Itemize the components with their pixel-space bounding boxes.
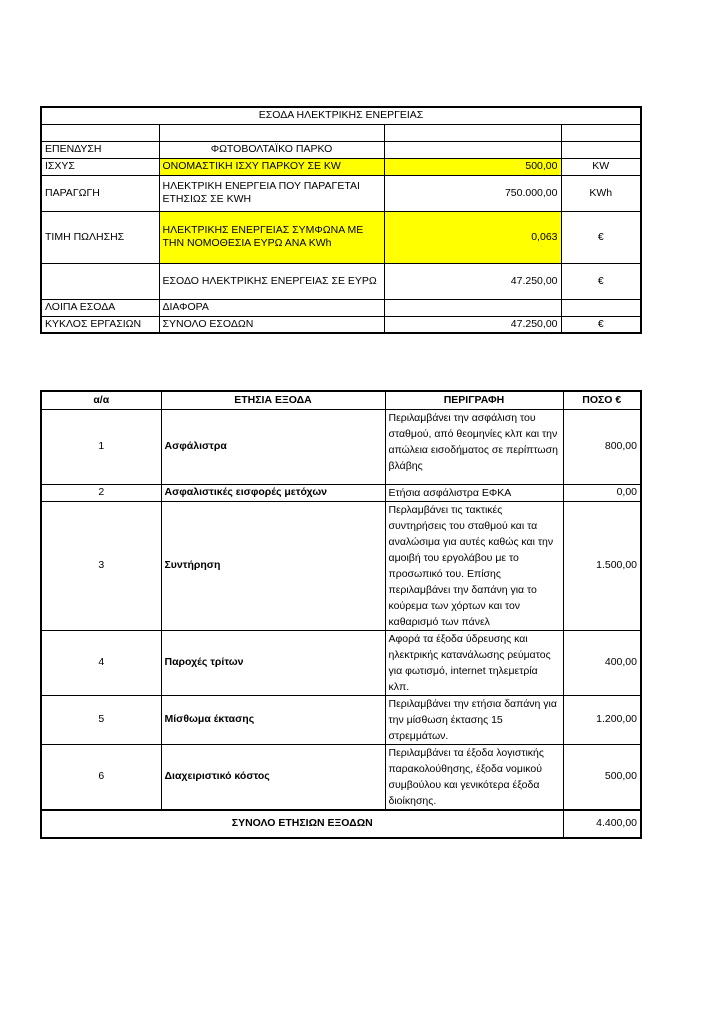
expense-name: Ασφαλιστικές εισφορές μετόχων xyxy=(161,484,385,501)
income-row-description: ΟΝΟΜΑΣΤΙΚΗ ΙΣΧΥ ΠΑΡΚΟΥ ΣΕ KW xyxy=(159,158,384,175)
expense-description: Περιλαμβάνει την ασφάλιση του σταθμού, από θεομηνίες κλπ και την απώλεια εισοδήματος σε περίπτωση βλάβης xyxy=(385,409,563,484)
income-row xyxy=(41,211,641,263)
income-row-unit: € xyxy=(561,263,641,299)
expense-row xyxy=(41,744,641,810)
income-row xyxy=(41,141,641,158)
income-row-description: ΔΙΑΦΟΡΑ xyxy=(159,299,384,316)
income-row xyxy=(41,263,641,299)
income-row-label: ΕΠΕΝΔΥΣΗ xyxy=(41,141,159,158)
income-row xyxy=(41,299,641,316)
income-row-value: 500,00 xyxy=(384,158,561,175)
empty-cell xyxy=(159,124,384,141)
income-row xyxy=(41,158,641,175)
income-row-description: ΣΥΝΟΛΟ ΕΣΟΔΩΝ xyxy=(159,316,384,333)
expense-row xyxy=(41,695,641,744)
income-row-description: ΗΛΕΚΤΡΙΚΗ ΕΝΕΡΓΕΙΑ ΠΟΥ ΠΑΡΑΓΕΤΑΙ ΕΤΗΣΙΩΣ ΣΕ KWH xyxy=(159,175,384,211)
expense-row xyxy=(41,630,641,695)
empty-cell xyxy=(41,124,159,141)
expense-amount: 500,00 xyxy=(563,744,641,810)
expense-name: Διαχειριστικό κόστος xyxy=(161,744,385,810)
income-row-unit: KWh xyxy=(561,175,641,211)
header-expense: ΕΤΗΣΙΑ ΕΞΟΔΑ xyxy=(161,391,385,409)
income-row-label: ΚΥΚΛΟΣ ΕΡΓΑΣΙΩΝ xyxy=(41,316,159,333)
header-number: α/α xyxy=(41,391,161,409)
income-row-value: 0,063 xyxy=(384,211,561,263)
income-row-label: ΙΣΧΥΣ xyxy=(41,158,159,175)
expense-number: 1 xyxy=(41,409,161,484)
expense-amount: 1.200,00 xyxy=(563,695,641,744)
expense-name: Συντήρηση xyxy=(161,501,385,630)
expense-number: 5 xyxy=(41,695,161,744)
expense-description: Αφορά τα έξοδα ύδρευσης και ηλεκτρικής κατανάλωσης ρεύματος για φωτισμό, internet τηλεμετρία κλπ. xyxy=(385,630,563,695)
income-row-unit: KW xyxy=(561,158,641,175)
income-row-description: ΕΣΟΔΟ ΗΛΕΚΤΡΙΚΗΣ ΕΝΕΡΓΕΙΑΣ ΣΕ ΕΥΡΩ xyxy=(159,263,384,299)
expenses-table xyxy=(40,390,642,839)
income-row-label: ΤΙΜΗ ΠΩΛΗΣΗΣ xyxy=(41,211,159,263)
expense-description: Περιλαμβάνει τα έξοδα λογιστικής παρακολούθησης, έξοδα νομικού συμβούλου και γενικότερα έξοδα διοίκησης. xyxy=(385,744,563,810)
expense-amount: 0,00 xyxy=(563,484,641,501)
income-row-unit xyxy=(561,141,641,158)
expense-amount: 1.500,00 xyxy=(563,501,641,630)
income-row-unit: € xyxy=(561,211,641,263)
income-row-unit xyxy=(561,299,641,316)
expense-name: Ασφάλιστρα xyxy=(161,409,385,484)
income-row xyxy=(41,175,641,211)
income-row-value xyxy=(384,141,561,158)
empty-cell xyxy=(384,124,561,141)
empty-cell xyxy=(561,124,641,141)
expenses-total-label: ΣΥΝΟΛΟ ΕΤΗΣΙΩΝ ΕΞΟΔΩΝ xyxy=(41,810,563,838)
income-row-value: 47.250,00 xyxy=(384,316,561,333)
header-amount: ΠΟΣΟ € xyxy=(563,391,641,409)
header-description: ΠΕΡΙΓΡΑΦΗ xyxy=(385,391,563,409)
income-row-value: 750.000,00 xyxy=(384,175,561,211)
income-table xyxy=(40,106,642,334)
income-title: ΕΣΟΔΑ ΗΛΕΚΤΡΙΚΗΣ ΕΝΕΡΓΕΙΑΣ xyxy=(41,107,641,124)
expense-number: 2 xyxy=(41,484,161,501)
expense-description: Περλαμβάνει τις τακτικές συντηρήσεις του σταθμού και τα αναλώσιμα για αυτές καθώς και την αμοιβή του εργολάβου με το προσωπικό του. Επίσης περιλαμβάνει την δαπάνη για το κούρεμα των χόρτων και τον καθαρισμό των πάνελ xyxy=(385,501,563,630)
expenses-total-row xyxy=(41,810,641,838)
expenses-total-value: 4.400,00 xyxy=(563,810,641,838)
expense-number: 6 xyxy=(41,744,161,810)
expense-name: Παροχές τρίτων xyxy=(161,630,385,695)
expenses-header-row xyxy=(41,391,641,409)
expense-row xyxy=(41,409,641,484)
expense-description: Περιλαμβάνει την ετήσια δαπάνη για την μίσθωση έκτασης 15 στρεμμάτων. xyxy=(385,695,563,744)
expense-number: 3 xyxy=(41,501,161,630)
income-row-label: ΠΑΡΑΓΩΓΗ xyxy=(41,175,159,211)
income-row-description: ΗΛΕΚΤΡΙΚΗΣ ΕΝΕΡΓΕΙΑΣ ΣΥΜΦΩΝΑ ΜΕ ΤΗΝ ΝΟΜΟΘΕΣΙΑ ΕΥΡΩ ΑΝΑ KWh xyxy=(159,211,384,263)
expense-description: Ετήσια ασφάλιστρα ΕΦΚΑ xyxy=(385,484,563,501)
income-row-value: 47.250,00 xyxy=(384,263,561,299)
expense-amount: 400,00 xyxy=(563,630,641,695)
income-row-label: ΛΟΙΠΑ ΕΣΟΔΑ xyxy=(41,299,159,316)
expense-number: 4 xyxy=(41,630,161,695)
expense-name: Μίσθωμα έκτασης xyxy=(161,695,385,744)
expense-amount: 800,00 xyxy=(563,409,641,484)
income-row-value xyxy=(384,299,561,316)
income-row-unit: € xyxy=(561,316,641,333)
expense-row xyxy=(41,501,641,630)
expense-row xyxy=(41,484,641,501)
income-row-description: ΦΩΤΟΒΟΛΤΑΪΚΟ ΠΑΡΚΟ xyxy=(159,141,384,158)
income-row xyxy=(41,316,641,333)
income-row-label xyxy=(41,263,159,299)
